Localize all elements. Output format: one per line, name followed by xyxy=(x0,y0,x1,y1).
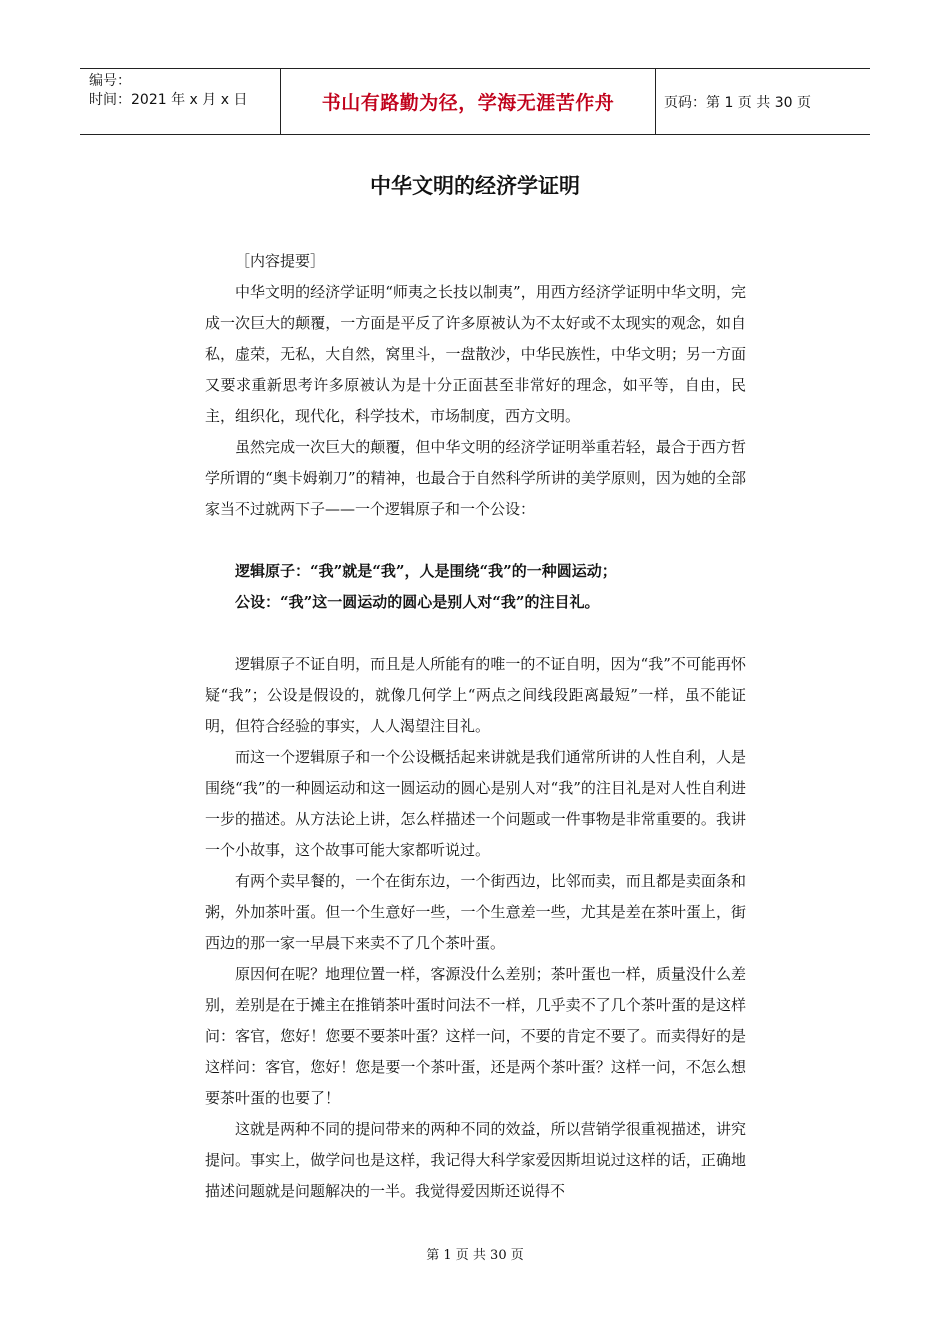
page-header xyxy=(80,68,870,135)
paragraph: 而这一个逻辑原子和一个公设概括起来讲就是我们通常所讲的人性自利，人是围绕“我”的一种圆运动和这一圆运动的圆心是别人对“我”的注目礼是对人性自利进一步的描述。从方法论上讲，怎么样描述一个问题或一件事物是非常重要的。我讲一个小故事，这个故事可能大家都听说过。 xyxy=(205,748,746,859)
paragraph: 逻辑原子不证自明，而且是人所能有的唯一的不证自明，因为“我”不可能再怀疑“我”；公设是假设的，就像几何学上“两点之间线段距离最短”一样，虽不能证明，但符合经验的事实，人人渴望注目礼。 xyxy=(205,655,746,735)
spacer xyxy=(205,618,746,649)
paragraph: 原因何在呢？地理位置一样，客源没什么差别；茶叶蛋也一样，质量没什么差别，差别是在于摊主在推销茶叶蛋时问法不一样，几乎卖不了几个茶叶蛋的是这样问：客官，您好！您要不要茶叶蛋？这样一问，不要的肯定不要了。而卖得好的是这样问：客官，您好！您是要一个茶叶蛋，还是两个茶叶蛋？这样一问，不怎么想要茶叶蛋的也要了！ xyxy=(205,965,746,1107)
page-footer: 第 1 页 共 30 页 xyxy=(426,1248,524,1263)
abstract-label: ［内容提要］ xyxy=(235,252,326,270)
paragraph: 有两个卖早餐的，一个在街东边，一个街西边，比邻而卖，而且都是卖面条和粥，外加茶叶蛋。但一个生意好一些，一个生意差一些，尤其是差在茶叶蛋上，街西边的那一家一早晨下来卖不了几个茶叶蛋。 xyxy=(205,872,746,952)
header-page-info-cell xyxy=(656,69,870,134)
header-motto: 书山有路勤为径，学海无涯苦作舟 xyxy=(321,92,615,114)
document-body xyxy=(205,246,746,1207)
header-page-info: 页码：第 1 页 共 30 页 xyxy=(664,94,811,111)
spacer xyxy=(205,525,746,556)
header-meta xyxy=(80,69,281,134)
document-title: 中华文明的经济学证明 xyxy=(370,174,580,198)
document-number-label: 编号： xyxy=(89,73,131,89)
paragraph: 这就是两种不同的提问带来的两种不同的效益，所以营销学很重视描述，讲究提问。事实上，做学问也是这样，我记得大科学家爱因斯坦说过这样的话，正确地描述问题就是问题解决的一半。我觉得爱因斯还说得不 xyxy=(205,1120,746,1200)
paragraph: 虽然完成一次巨大的颠覆，但中华文明的经济学证明举重若轻，最合于西方哲学所谓的“奥卡姆剃刀”的精神，也最合于自然科学所讲的美学原则，因为她的全部家当不过就两下子——一个逻辑原子和一个公设： xyxy=(205,438,746,518)
logic-atom-statement: 逻辑原子：“我”就是“我”，人是围绕“我”的一种圆运动； xyxy=(235,562,617,580)
document-date: 时间：2021 年 x 月 x 日 xyxy=(89,92,248,108)
header-motto-cell xyxy=(281,69,656,134)
postulate-statement: 公设：“我”这一圆运动的圆心是别人对“我”的注目礼。 xyxy=(235,593,600,611)
paragraph: 中华文明的经济学证明“师夷之长技以制夷”，用西方经济学证明中华文明，完成一次巨大的颠覆，一方面是平反了许多原被认为不太好或不太现实的观念，如自私，虚荣，无私，大自然，窝里斗，一盘散沙，中华民族性，中华文明；另一方面又要求重新思考许多原被认为是十分正面甚至非常好的理念，如平等，自由，民主，组织化，现代化，科学技术，市场制度，西方文明。 xyxy=(205,283,746,425)
